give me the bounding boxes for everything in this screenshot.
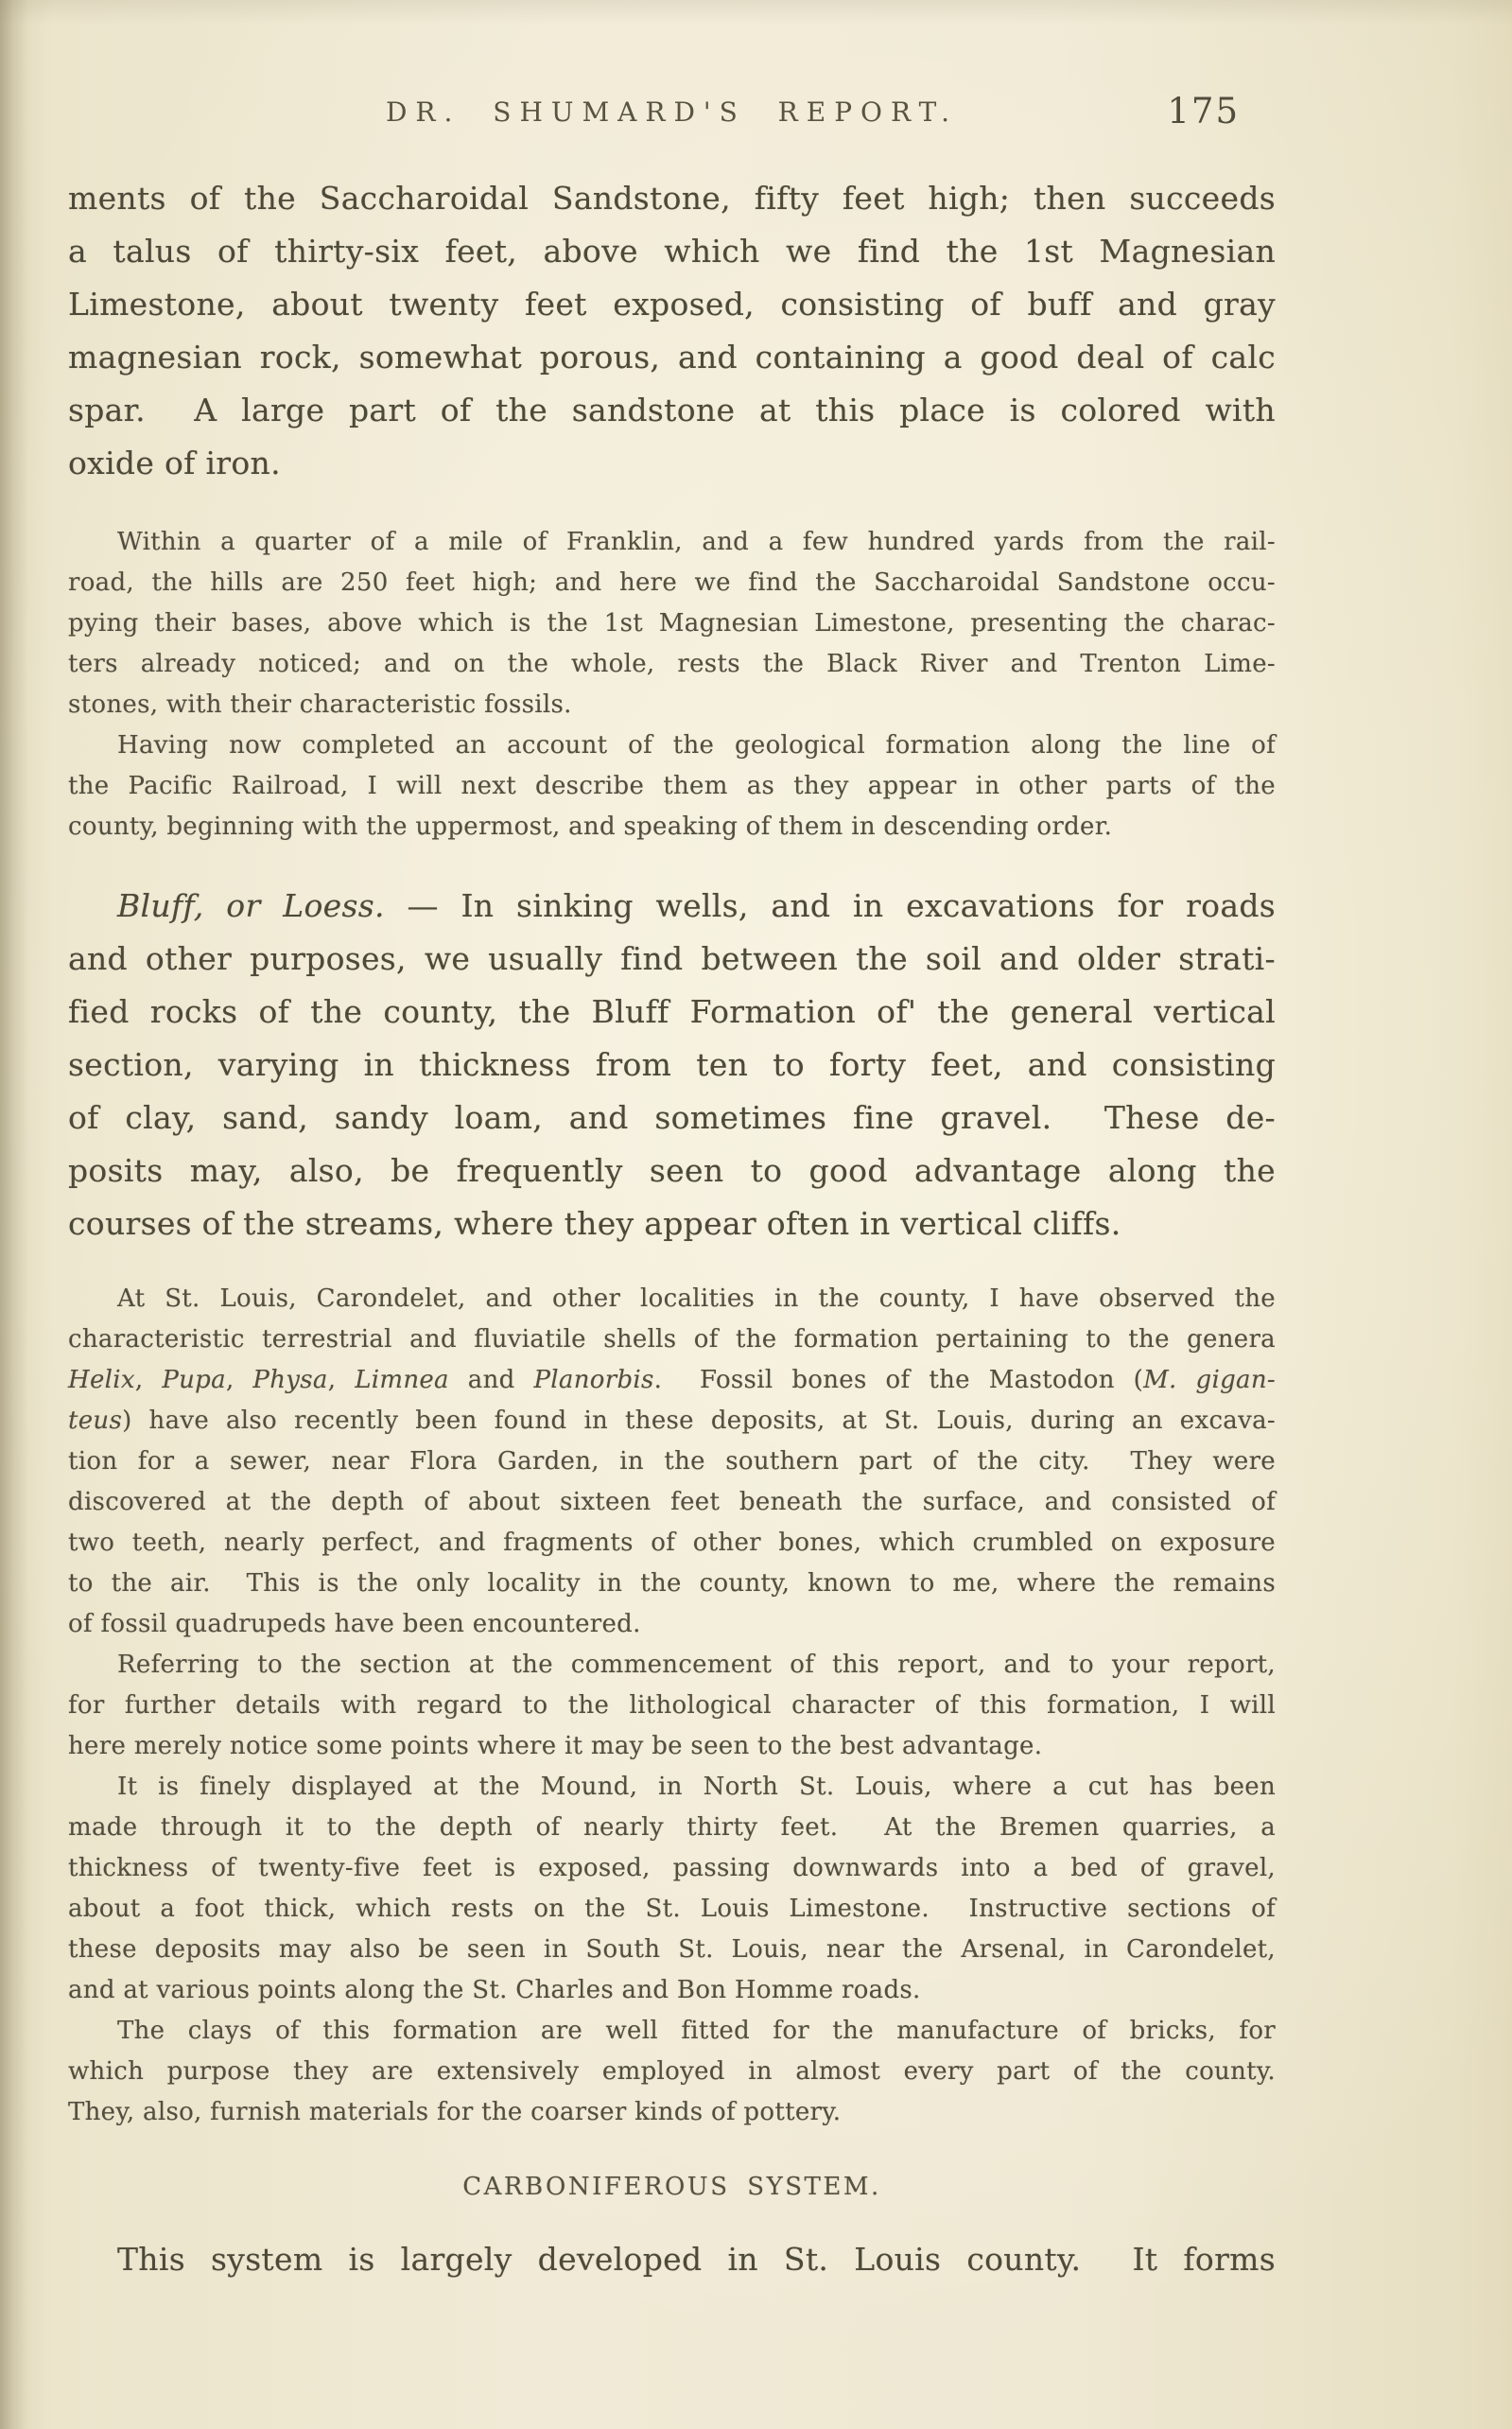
text-line: and other purposes, we usually find between the soil and older strati- [68, 940, 1276, 977]
text-line: a talus of thirty-six feet, above which we find the 1st Magnesian [68, 233, 1276, 270]
text-line: of fossil quadrupeds have been encountered. [68, 1610, 641, 1638]
text-line: They, also, furnish materials for the coarser kinds of pottery. [68, 2098, 842, 2126]
text-line: teus) have also recently been found in these deposits, at St. Louis, during an excava- [68, 1407, 1276, 1435]
page-number: 175 [1167, 91, 1240, 131]
text-line: spar. A large part of the sandstone at this place is colored with [68, 392, 1276, 428]
text-line: of clay, sand, sandy loam, and sometimes fine gravel. These de- [68, 1099, 1276, 1136]
text-line: Referring to the section at the commencement of this report, and to your report, [117, 1651, 1276, 1679]
text-line: two teeth, nearly perfect, and fragments of other bones, which crumbled on exposure [68, 1529, 1276, 1557]
text-line: made through it to the depth of nearly thirty feet. At the Bremen quarries, a [68, 1813, 1276, 1842]
paragraph [68, 1279, 1276, 1645]
text-line: ments of the Saccharoidal Sandstone, fifty feet high; then succeeds [68, 180, 1276, 217]
paragraph [68, 172, 1276, 490]
text-line: Within a quarter of a mile of Franklin, and a few hundred yards from the rail- [117, 528, 1276, 556]
text-line: The clays of this formation are well fitted for the manufacture of bricks, for [117, 2017, 1276, 2045]
text-line: posits may, also, be frequently seen to good advantage along the [68, 1152, 1276, 1189]
text-line: fied rocks of the county, the Bluff Formation of' the general vertical [68, 993, 1276, 1030]
text-line: Having now completed an account of the geological formation along the line of [117, 731, 1276, 760]
text-line: tion for a sewer, near Flora Garden, in the southern part of the city. They were [68, 1447, 1276, 1476]
paragraph [68, 1645, 1276, 1767]
text-line: This system is largely developed in St. Louis county. It forms [117, 2241, 1276, 2278]
text-line: pying their bases, above which is the 1st Magnesian Limestone, presenting the charac- [68, 609, 1276, 638]
paragraph [68, 2233, 1276, 2286]
text-line: It is finely displayed at the Mound, in North St. Louis, where a cut has been [117, 1773, 1276, 1801]
text-line: the Pacific Railroad, I will next describe them as they appear in other parts of the [68, 772, 1276, 800]
paragraph [68, 522, 1276, 725]
text-line: discovered at the depth of about sixteen feet beneath the surface, and consisted of [68, 1488, 1276, 1516]
text-line: thickness of twenty-five feet is exposed, passing downwards into a bed of gravel, [68, 1854, 1276, 1882]
text-line: ters already noticed; and on the whole, rests the Black River and Trenton Lime- [68, 650, 1276, 678]
running-head [68, 91, 1276, 134]
text-line: Limestone, about twenty feet exposed, consisting of buff and gray [68, 286, 1276, 323]
text-line: to the air. This is the only locality in the county, known to me, where the remains [68, 1569, 1276, 1598]
page-body [68, 172, 1276, 2286]
text-line: At St. Louis, Carondelet, and other localities in the county, I have observed the [117, 1284, 1276, 1313]
paragraph [68, 725, 1276, 848]
text-line: stones, with their characteristic fossils. [68, 690, 572, 719]
text-line: courses of the streams, where they appear often in vertical cliffs. [68, 1205, 1121, 1242]
paragraph [68, 2011, 1276, 2133]
text-line: Bluff, or Loess. — In sinking wells, and in excavations for roads [117, 887, 1276, 924]
text-line: county, beginning with the uppermost, and speaking of them in descending order. [68, 813, 1113, 841]
running-head-title: DR. SHUMARD'S REPORT. [385, 96, 959, 128]
text-line: these deposits may also be seen in South St. Louis, near the Arsenal, in Carondelet, [68, 1935, 1276, 1964]
paragraph [68, 1767, 1276, 2011]
text-line: here merely notice some points where it may be seen to the best advantage. [68, 1732, 1043, 1760]
text-line: magnesian rock, somewhat porous, and containing a good deal of calc [68, 339, 1276, 376]
text-line: road, the hills are 250 feet high; and here we find the Saccharoidal Sandstone occu- [68, 568, 1276, 597]
text-line: characteristic terrestrial and fluviatile shells of the formation pertaining to the genera [68, 1325, 1276, 1354]
text-line: about a foot thick, which rests on the St. Louis Limestone. Instructive sections of [68, 1895, 1276, 1923]
text-line: oxide of iron. [68, 445, 281, 481]
text-line: section, varying in thickness from ten to forty feet, and consisting [68, 1046, 1276, 1083]
text-line: Helix, Pupa, Physa, Limnea and Planorbis. Fossil bones of the Mastodon (M. gigan- [68, 1366, 1276, 1394]
text-line: and at various points along the St. Charles and Bon Homme roads. [68, 1976, 921, 2004]
section-heading: CARBONIFEROUS SYSTEM. [462, 2173, 881, 2201]
text-line: for further details with regard to the lithological character of this formation, I will [68, 1691, 1276, 1720]
paragraph [68, 880, 1276, 1250]
text-line: which purpose they are extensively employed in almost every part of the county. [68, 2057, 1276, 2086]
